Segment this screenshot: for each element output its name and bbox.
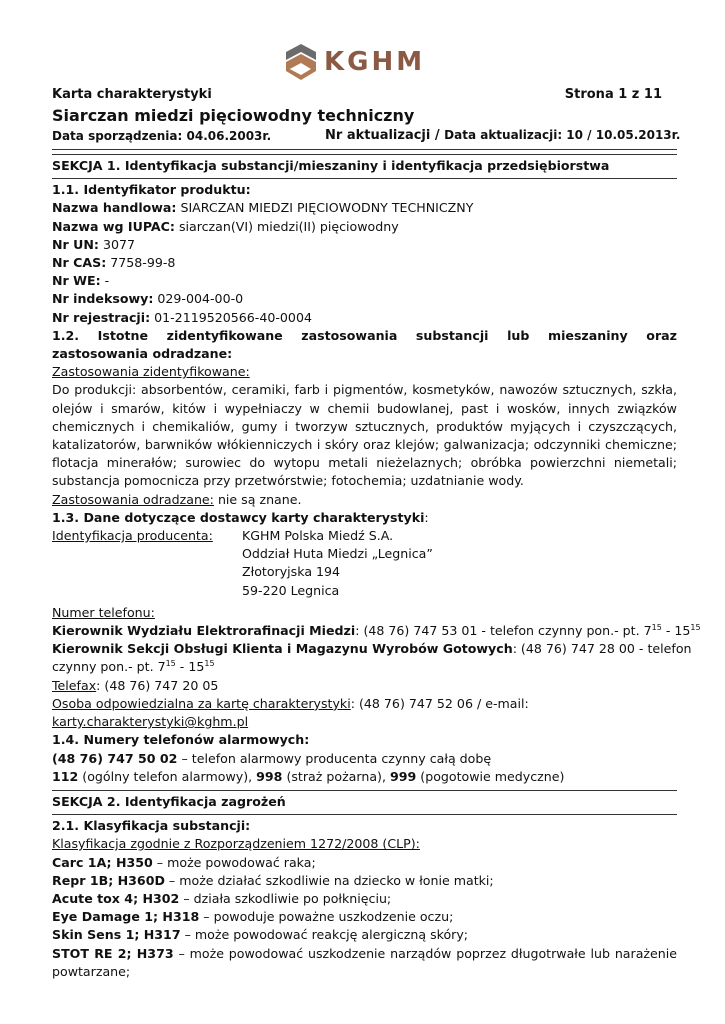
phone1-line bbox=[52, 622, 701, 640]
trade-name: SIARCZAN MIEDZI PIĘCIOWODNY TECHNICZNY bbox=[176, 200, 474, 216]
hazard-code: Skin Sens 1; H317 bbox=[52, 927, 181, 943]
producer-label: Identyfikacja producenta: bbox=[52, 528, 213, 544]
index-label: Nr indeksowy: bbox=[52, 291, 154, 307]
s11-title: 1.1. Identyfikator produktu: bbox=[52, 182, 251, 198]
un-line bbox=[52, 236, 677, 254]
phone1-text: : (48 76) 747 53 01 - telefon czynny pon.- pt. 7 bbox=[355, 623, 652, 639]
phone1-label: Kierownik Wydziału Elektrorafinacji Miedzi bbox=[52, 623, 356, 639]
un-label: Nr UN: bbox=[52, 236, 99, 252]
update-info bbox=[325, 128, 680, 143]
email-line bbox=[52, 713, 677, 731]
hazard-code: Eye Damage 1; H318 bbox=[52, 909, 200, 925]
s13-title-line bbox=[52, 509, 677, 527]
s13-colon: : bbox=[424, 509, 429, 525]
advised-label: Zastosowania odradzane: bbox=[52, 491, 214, 507]
trade-name-label: Nazwa handlowa: bbox=[52, 200, 177, 216]
person-value: : (48 76) 747 52 06 / e-mail: bbox=[350, 695, 529, 711]
fax-value: : (48 76) 747 20 05 bbox=[96, 677, 219, 693]
producer-label-cell bbox=[52, 527, 242, 600]
s12-title: 1.2. Istotne zidentyfikowane zastosowania substancji lub mieszaniny oraz zastosowania odradzane: bbox=[52, 327, 677, 362]
header-rule bbox=[52, 149, 677, 150]
kghm-logo bbox=[284, 42, 429, 82]
logo-text: KGHM bbox=[324, 47, 426, 77]
uses-label-line bbox=[52, 363, 677, 381]
s14-title: 1.4. Numery telefonów alarmowych: bbox=[52, 732, 310, 748]
alarm1-text: – telefon alarmowy producenta czynny całą dobę bbox=[177, 750, 492, 766]
advised-line bbox=[52, 491, 677, 509]
uses-label: Zastosowania zidentyfikowane: bbox=[52, 364, 250, 380]
page-number: Strona 1 z 11 bbox=[564, 87, 662, 102]
alarm1-line bbox=[52, 750, 677, 768]
alarm-112-text: (ogólny telefon alarmowy), bbox=[78, 768, 257, 784]
doc-type: Karta charakterystyki bbox=[52, 87, 212, 102]
alarm-999-text: (pogotowie medyczne) bbox=[416, 768, 565, 784]
alarm-112: 112 bbox=[52, 768, 79, 784]
we-line bbox=[52, 272, 677, 290]
we-label: Nr WE: bbox=[52, 273, 101, 289]
s21-title: 2.1. Klasyfikacja substancji: bbox=[52, 818, 251, 834]
fax-label: Telefax bbox=[52, 677, 97, 693]
producer-lines bbox=[242, 527, 433, 600]
hazard-line bbox=[52, 908, 677, 926]
section-2-title: SEKCJA 2. Identyfikacja zagrożeń bbox=[52, 793, 286, 809]
section-1-title: SEKCJA 1. Identyfikacja substancji/mieszaniny i identyfikacja przedsiębiorstwa bbox=[52, 158, 610, 173]
hazard-code: Acute tox 4; H302 bbox=[52, 890, 180, 906]
cas-label: Nr CAS: bbox=[52, 255, 107, 271]
header-rule-2 bbox=[52, 154, 677, 155]
hazard-code: Carc 1A; H350 bbox=[52, 854, 153, 870]
sup-15: 15 bbox=[204, 659, 215, 669]
producer-block bbox=[52, 527, 677, 600]
hazard-text: – działa szkodliwie po połknięciu; bbox=[179, 890, 392, 906]
alarm1-number: (48 76) 747 50 02 bbox=[52, 750, 178, 766]
kghm-logo-icon bbox=[284, 43, 318, 81]
phone2-cont-line bbox=[52, 658, 677, 676]
email-link[interactable]: karty.charakterystyki@kghm.pl bbox=[52, 714, 249, 730]
hazard-text: – może działać szkodliwie na dziecko w łonie matki; bbox=[164, 872, 494, 888]
producer-line: Oddział Huta Miedzi „Legnica” bbox=[242, 546, 433, 562]
clp-label-line bbox=[52, 835, 677, 853]
hazard-line bbox=[52, 890, 677, 908]
hazard-text: – powoduje poważne uszkodzenie oczu; bbox=[199, 909, 454, 925]
phone2-text: : (48 76) 747 28 00 - telefon bbox=[512, 641, 692, 657]
iupac-label: Nazwa wg IUPAC: bbox=[52, 218, 175, 234]
hazard-code: STOT RE 2; H373 bbox=[52, 945, 174, 961]
fax-line bbox=[52, 677, 677, 695]
un-value: 3077 bbox=[98, 236, 136, 252]
trade-name-line bbox=[52, 199, 677, 217]
phone2-line bbox=[52, 640, 692, 658]
sup-15: 15 bbox=[690, 623, 701, 633]
advised-value: nie są znane. bbox=[213, 491, 302, 507]
section-2-content bbox=[52, 814, 677, 981]
phone2-label: Kierownik Sekcji Obsługi Klienta i Magazynu Wyrobów Gotowych bbox=[52, 641, 513, 657]
update-number: Nr aktualizacji / bbox=[325, 128, 445, 143]
cas-line bbox=[52, 254, 677, 272]
cas-value: 7758-99-8 bbox=[106, 255, 176, 271]
document-title: Siarczan miedzi pięciowodny techniczny bbox=[52, 106, 415, 125]
reg-value: 01-2119520566-40-0004 bbox=[150, 309, 312, 325]
hazard-line bbox=[52, 872, 677, 890]
clp-label: Klasyfikacja zgodnie z Rozporządzeniem 1272/2008 (CLP): bbox=[52, 836, 420, 852]
producer-line: Złotoryjska 194 bbox=[242, 564, 341, 580]
alarm2-line bbox=[52, 768, 677, 786]
update-date: Data aktualizacji: 10 / 10.05.2013r. bbox=[444, 128, 681, 142]
dash-15: - 15 bbox=[175, 659, 205, 675]
header-row bbox=[52, 87, 662, 102]
hazard-code: Repr 1B; H360D bbox=[52, 872, 165, 888]
dash-15: - 15 bbox=[661, 623, 691, 639]
iupac-value: siarczan(VI) miedzi(II) pięciowodny bbox=[174, 218, 399, 234]
section-1-content bbox=[52, 178, 701, 786]
hazard-line bbox=[52, 945, 677, 981]
alarm-998: 998 bbox=[256, 768, 283, 784]
producer-line: 59-220 Legnica bbox=[242, 582, 340, 598]
index-value: 029-004-00-0 bbox=[153, 291, 244, 307]
reg-line bbox=[52, 309, 677, 327]
hazard-line bbox=[52, 854, 677, 872]
person-label: Osoba odpowiedzialna za kartę charakterystyki bbox=[52, 695, 351, 711]
sup-15: 15 bbox=[165, 659, 176, 669]
hazard-text: – może powodować reakcję alergiczną skóry; bbox=[180, 927, 469, 943]
index-line bbox=[52, 290, 677, 308]
producer-line: KGHM Polska Miedź S.A. bbox=[242, 528, 394, 544]
alarm-998-text: (straż pożarna), bbox=[282, 768, 390, 784]
phone-label-line bbox=[52, 604, 677, 622]
hazard-text: – może powodować uszkodzenie narządów poprzez długotrwałe lub narażenie powtarzane; bbox=[52, 945, 677, 979]
document-body bbox=[52, 157, 701, 981]
creation-date: Data sporządzenia: 04.06.2003r. bbox=[52, 129, 272, 143]
sup-15: 15 bbox=[651, 623, 662, 633]
uses-text: Do produkcji: absorbentów, ceramiki, farb i pigmentów, kosmetyków, nawozów sztucznych, szkła, olejów i smarów, kitów i wypełniaczy w chemii budowlanej, past i wosków, innych związków chemicznych i chemikaliów, gumy i tworzyw sztucznych, produktów myjących i czyszczących, katalizatorów, barwników włókienniczych i skóry oraz klejów; galwanizacja; odczynniki chemiczne; flotacja minerałów; surowiec do wytopu metali nieżelaznych; obróbka powierzchni niemetali; substancja pomocnicza przy przetwórstwie; fotochemia; uzdatnianie wody. bbox=[52, 382, 677, 489]
alarm-999: 999 bbox=[389, 768, 417, 784]
phone2-cont: czynny pon.- pt. 7 bbox=[52, 659, 166, 675]
phone-label: Numer telefonu: bbox=[52, 604, 155, 620]
person-line bbox=[52, 695, 677, 713]
section-2-header bbox=[52, 790, 677, 811]
s13-title: 1.3. Dane dotyczące dostawcy karty charakterystyki bbox=[52, 509, 425, 525]
hazard-line bbox=[52, 926, 677, 944]
reg-label: Nr rejestracji: bbox=[52, 309, 151, 325]
header-dates bbox=[52, 128, 681, 143]
iupac-line bbox=[52, 218, 677, 236]
hazard-text: – może powodować raka; bbox=[152, 854, 316, 870]
we-value: - bbox=[100, 273, 110, 289]
